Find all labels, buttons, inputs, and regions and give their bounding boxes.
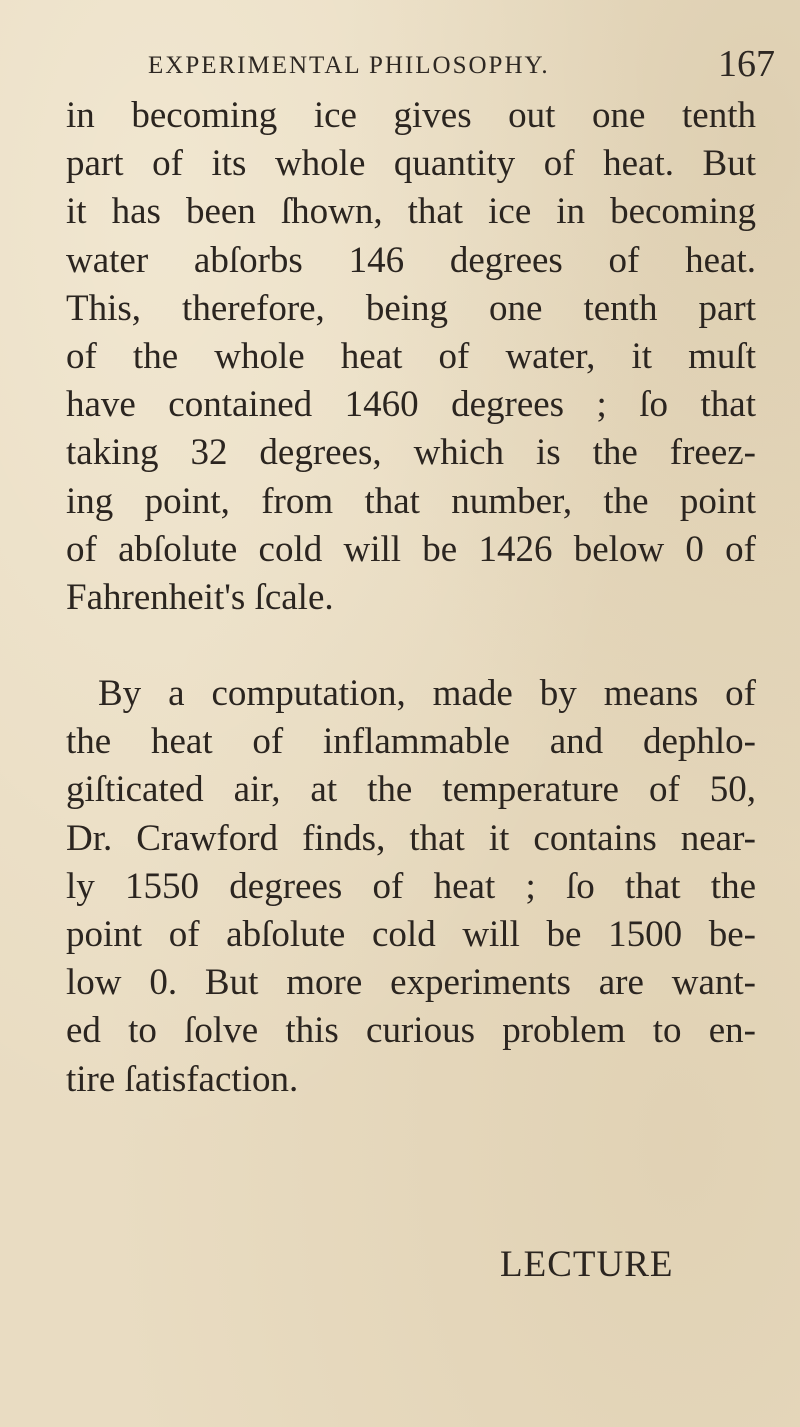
text-line: giſticated air, at the temperature of 50, [66,769,756,811]
text-line: taking 32 degrees, which is the freez- [66,432,756,474]
text-line: tire ſatisfaction. [66,1058,299,1100]
text-line: in becoming ice gives out one tenth [66,95,756,136]
text-line: part of its whole quantity of heat. But [66,143,756,185]
text-line: ly 1550 degrees of heat ; ſo that the [66,865,756,907]
text-line: have contained 1460 degrees ; ſo that [66,384,756,426]
paragraph-1 [66,92,756,622]
running-head [0,42,800,92]
text-line: point of abſolute cold will be 1500 be- [66,914,756,955]
text-line: This, therefore, being one tenth part [66,287,756,329]
body-text [66,92,756,1104]
text-line: low 0. But more experiments are want- [66,962,756,1004]
text-line: it has been ſhown, that ice in becoming [66,191,756,233]
text-line: the heat of inflammable and dephlo- [66,721,756,763]
paragraph-gap [66,622,756,670]
text-line: water abſorbs 146 degrees of heat. [66,239,756,281]
text-line: ing point, from that number, the point [66,480,756,522]
catchword: LECTURE [500,1244,674,1285]
running-title: EXPERIMENTAL PHILOSOPHY. [148,52,550,79]
text-line: of the whole heat of water, it muſt [66,335,756,377]
page-number: 167 [718,43,775,85]
text-line: Dr. Crawford finds, that it contains near- [66,817,756,859]
text-line: ed to ſolve this curious problem to en- [66,1010,756,1052]
paragraph-2 [66,670,756,1104]
text-line: of abſolute cold will be 1426 below 0 of [66,528,756,570]
text-line: By a computation, made by means of [98,673,756,715]
text-line: Fahrenheit's ſcale. [66,576,334,618]
